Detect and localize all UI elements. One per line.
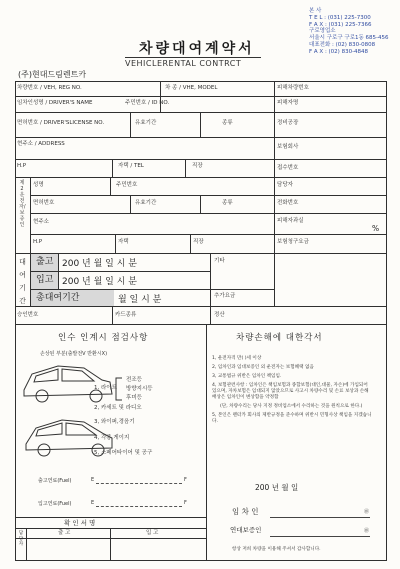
total-period: 월 일 시 분 xyxy=(118,295,162,305)
branch-fax: F A X : (02) 830-4848 xyxy=(309,48,369,55)
type2-label: 종류 xyxy=(222,200,233,206)
phone-no-label: 전화번호 xyxy=(277,200,299,206)
item-gauges: 4, 각종 게이지 xyxy=(94,435,130,441)
approval-no-label: 승인번호 xyxy=(17,312,39,318)
compensation-title: 차량손해에 대한각서 xyxy=(236,333,323,343)
home2-label: 자택 xyxy=(118,239,129,245)
id-no-label: 주민번호 / ID NO. xyxy=(125,100,170,106)
rule-4-note: (단, 차량수리는 당사 지정 정비업소에서 수리하는 것을 원칙으로 한다.) xyxy=(220,404,363,409)
contract-date: 200 년 월 일 xyxy=(255,483,299,492)
work-label: 직장 xyxy=(192,163,203,169)
headlight-label: 전조등 xyxy=(126,377,142,383)
hp2-label: H.P xyxy=(33,239,43,245)
license-no-label: 면허번호 / DRIVER'SLICENSE NO. xyxy=(17,120,105,126)
inspection-title: 인수 인계시 점검사항 xyxy=(58,333,149,343)
in-label: 입고 xyxy=(36,275,54,285)
home-tel-label: 자택 / TEL xyxy=(118,163,144,169)
form-frame xyxy=(15,81,387,561)
confirm-in-label: 입 고 xyxy=(146,530,159,536)
second-driver-label: 제2운전자/보증인 xyxy=(19,180,26,228)
resident-no-label: 주민번호 xyxy=(116,182,138,188)
guarantor-label: 연대보증인 xyxy=(230,526,262,534)
head-office-fax: F A X : (031) 225-7366 xyxy=(309,21,372,28)
fuel-out-f: F xyxy=(184,477,187,483)
damage-car-no-label: 피해차량번호 xyxy=(277,85,309,91)
rule-5: 5, 본인은 렌터카 회사의 제반규정을 준수하며 위반시 민형사상 책임을 지겠습니다. xyxy=(212,413,372,424)
document-subtitle: VEHICLERENTAL CONTRCT xyxy=(125,59,242,68)
work2-label: 직장 xyxy=(193,239,204,245)
head-office-tel: T E L : (031) 225-7300 xyxy=(309,14,371,21)
branch-address: 서울시 구로구 구로1동 685-456 xyxy=(309,35,389,42)
fuel-out-gauge xyxy=(96,483,182,484)
guarantor-line xyxy=(270,536,370,537)
fuel-in-gauge xyxy=(96,506,182,507)
confirm-side-label: 담당자 xyxy=(18,531,24,547)
name-label: 성명 xyxy=(33,182,44,188)
guarantor-seal: ㊞ xyxy=(364,528,370,534)
turn-signal-label: 방향지시등 xyxy=(126,386,153,392)
item-light: 1, 라이트 xyxy=(94,385,117,391)
repair-shop-label: 정비공장 xyxy=(277,120,299,126)
rule-3: 3, 교통법규 위반은 임차인 책임임. xyxy=(212,374,282,379)
rule-1: 1, 운전자격 만( )세 이상 xyxy=(212,356,262,361)
license-label: 면허번호 xyxy=(33,200,55,206)
branch-label: 구로영업소 xyxy=(309,28,336,35)
office-info xyxy=(309,8,389,56)
taillight-label: 후미등 xyxy=(126,395,142,401)
item-cassette: 2, 카세트 및 라디오 xyxy=(94,405,142,411)
footer-thanks: 항상 저희 차량을 이용해 주셔서 감사합니다. xyxy=(232,547,321,552)
compensation-rules xyxy=(212,356,372,425)
extra-fee-label: 추가요금 xyxy=(214,293,236,299)
renter-line xyxy=(270,517,370,518)
total-label: 총대여기간 xyxy=(36,293,80,303)
head-office-label: 본 사 xyxy=(309,8,322,14)
hp-label: H.P xyxy=(17,163,27,169)
driver-name-label: 임차인성명 / DRIVER'S NAME xyxy=(17,100,93,106)
address2-label: 현주소 xyxy=(33,219,49,225)
out-label: 출고 xyxy=(36,257,54,267)
valid2-label: 유효기간 xyxy=(135,200,157,206)
confirm-out-label: 출 고 xyxy=(58,530,71,536)
fault-ratio-label: 피해자과실 xyxy=(277,218,304,224)
in-date: 200 년 월 일 시 분 xyxy=(62,277,137,287)
valid-period-label: 유효기간 xyxy=(135,120,157,126)
out-date: 200 년 월 일 시 분 xyxy=(62,259,137,269)
rule-4: 4, 보험관련사항 : 임차인은 책임보험과 종합보험(대인,대물, 자손)에 가입되어 있으며, 자차보험은 임대되지 않았으므로 사고시 차량수리 및 손료 보상과 손해배상은 임차인이 변상함을 약정함 xyxy=(212,383,369,400)
rule-2: 2, 임차인과 임대보증인 외 운전자는 보험혜택 없음 xyxy=(212,365,314,370)
manager-label: 담당자 xyxy=(277,182,293,188)
renter-seal: ㊞ xyxy=(364,509,370,515)
item-spare-tire: 5, 스페어타이어 및 공구 xyxy=(94,450,153,456)
item-wiper: 3, 와이퍼,경음기 xyxy=(94,419,135,425)
settlement-label: 정산 xyxy=(214,312,225,318)
branch-tel: 대표전화 : (02) 830-0808 xyxy=(309,41,376,48)
license-type-label: 종류 xyxy=(222,120,233,126)
title-underline xyxy=(125,57,261,58)
card-type-label: 카드종류 xyxy=(115,312,137,318)
other-label: 기타 xyxy=(214,258,225,264)
insurance-fee-label: 보험청구요금 xyxy=(277,239,309,245)
document-title: 차량대여계약서 xyxy=(139,41,255,57)
insurance-label: 보험회사 xyxy=(277,144,299,150)
fuel-out-e: E xyxy=(91,477,95,483)
car-no-label: 차량번호 / VEH, REG NO. xyxy=(17,85,82,91)
fuel-in-f: F xyxy=(184,500,187,506)
receipt-no-label: 접수번호 xyxy=(277,165,299,171)
fuel-out-label: 출고연료(Fuel) xyxy=(38,478,72,484)
rental-period-label: 대여기간 xyxy=(19,258,26,305)
car-type-label: 차 종 / VHE, MODEL xyxy=(165,85,218,91)
inspection-subtitle: 손상된 부분(출발전V 반환시X) xyxy=(40,351,108,357)
confirm-title: 확 인 서 명 xyxy=(64,519,96,527)
company-name: (주)현대드림렌트카 xyxy=(18,70,87,79)
fuel-in-label: 입고연료(Fuel) xyxy=(38,501,72,507)
victim-label: 피해자명 xyxy=(277,100,299,106)
address-label: 현주소 / ADDRESS xyxy=(17,141,65,147)
renter-label: 임 차 인 xyxy=(232,507,259,516)
fuel-in-e: E xyxy=(91,500,95,506)
percent-sign: % xyxy=(372,224,380,233)
